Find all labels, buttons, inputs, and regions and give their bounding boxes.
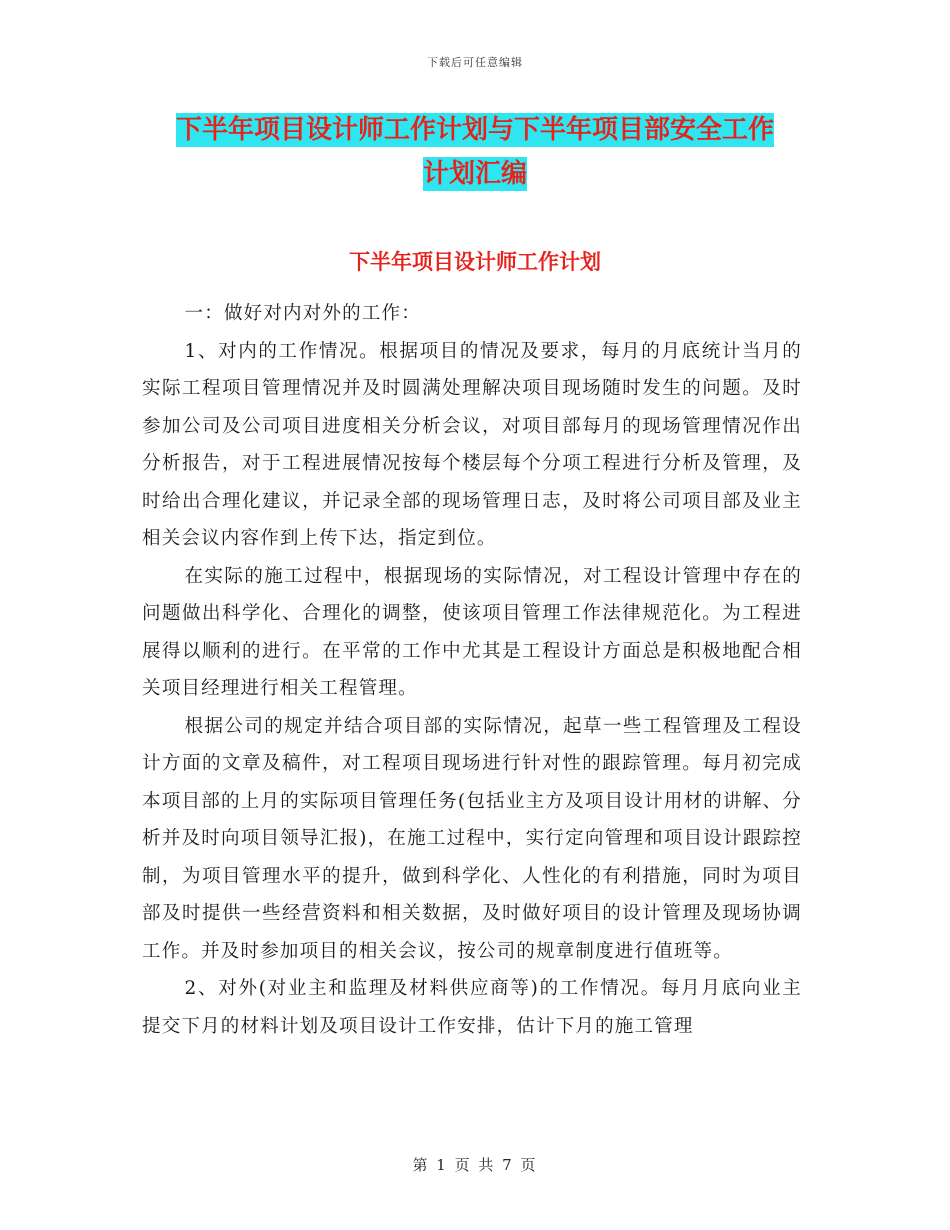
document-title-line-2: 计划汇编 [422, 159, 527, 189]
header-note: 下载后可任意编辑 [427, 56, 523, 69]
page-number: 第 1 页 共 7 页 [412, 1156, 538, 1174]
paragraph: 2、对外(对业主和监理及材料供应商等)的工作情况。每月月底向业主提交下月的材料计划及项目设计工作安排，估计下月的施工管理 [142, 978, 802, 1037]
paragraph-heading: 一：做好对内对外的工作： [184, 303, 421, 324]
paragraph: 根据公司的规定并结合项目部的实际情况，起草一些工程管理及工程设计方面的文章及稿件，对工程项目现场进行针对性的跟踪管理。每月初完成本项目部的上月的实际项目管理任务(包括业主方及项目设计用材的讲解、分析并及时向项目领导汇报)，在施工过程中，实行定向管理和项目设计跟踪控制，为项目管理水平的提升，做到科学化、人性化的有利措施，同时为项目部及时提供一些经营资料和相关数据，及时做好项目的设计管理及现场协调工作。并及时参加项目的相关会议，按公司的规章制度进行值班等。 [142, 715, 802, 962]
paragraph: 在实际的施工过程中，根据现场的实际情况，对工程设计管理中存在的问题做出科学化、合理化的调整，使该项目管理工作法律规范化。为工程进展得以顺利的进行。在平常的工作中尤其是工程设计方面总是积极地配合相关项目经理进行相关工程管理。 [142, 565, 802, 699]
paragraph: 1、对内的工作情况。根据项目的情况及要求，每月的月底统计当月的实际工程项目管理情况并及时圆满处理解决项目现场随时发生的问题。及时参加公司及公司项目进度相关分析会议，对项目部每月的现场管理情况作出分析报告，对于工程进展情况按每个楼层每个分项工程进行分析及管理，及时给出合理化建议，并记录全部的现场管理日志，及时将公司项目部及业主相关会议内容作到上传下达，指定到位。 [142, 340, 802, 549]
document-body [142, 295, 802, 1045]
document-title-line-1: 下半年项目设计师工作计划与下半年项目部安全工作 [175, 115, 774, 145]
document-title [150, 108, 800, 196]
section-title: 下半年项目设计师工作计划 [349, 250, 601, 274]
